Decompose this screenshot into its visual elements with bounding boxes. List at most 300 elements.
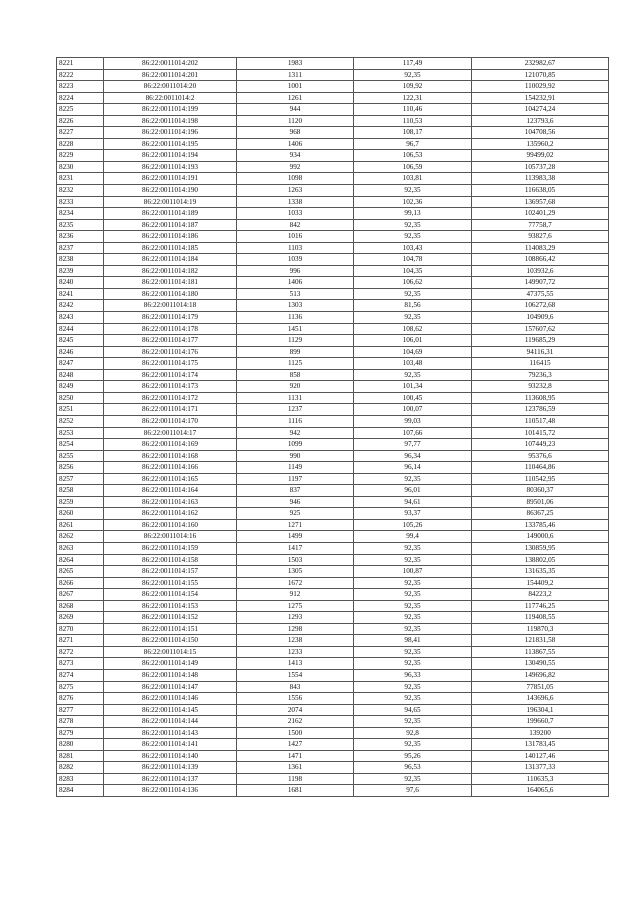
cadastral-value-cell: 113867,55: [472, 646, 609, 658]
table-row: [57, 589, 609, 601]
cadastral-value-cell: 130859,95: [472, 542, 609, 554]
cadastral-number-cell: 86:22:0011014:189: [104, 208, 237, 220]
row-number-cell: 8270: [57, 623, 104, 635]
specific-value-cell: 92,35: [354, 542, 472, 554]
cadastral-value-cell: 113608,95: [472, 392, 609, 404]
area-cell: 1413: [237, 658, 354, 670]
specific-value-cell: 117,49: [354, 58, 472, 70]
specific-value-cell: 99,4: [354, 531, 472, 543]
specific-value-cell: 92,35: [354, 473, 472, 485]
cadastral-number-cell: 86:22:0011014:153: [104, 600, 237, 612]
cadastral-number-cell: 86:22:0011014:162: [104, 508, 237, 520]
cadastral-number-cell: 86:22:0011014:147: [104, 681, 237, 693]
cadastral-number-cell: 86:22:0011014:2: [104, 92, 237, 104]
specific-value-cell: 106,62: [354, 277, 472, 289]
row-number-cell: 8250: [57, 392, 104, 404]
cadastral-value-cell: 95376,6: [472, 450, 609, 462]
table-row: [57, 542, 609, 554]
cadastral-number-cell: 86:22:0011014:143: [104, 727, 237, 739]
table-row: [57, 427, 609, 439]
cadastral-number-cell: 86:22:0011014:184: [104, 254, 237, 266]
table-row: [57, 265, 609, 277]
specific-value-cell: 122,31: [354, 92, 472, 104]
cadastral-value-cell: 232982,67: [472, 58, 609, 70]
specific-value-cell: 96,01: [354, 485, 472, 497]
table-row: [57, 231, 609, 243]
cadastral-value-cell: 103932,6: [472, 265, 609, 277]
cadastral-value-cell: 104909,6: [472, 312, 609, 324]
table-row: [57, 750, 609, 762]
cadastral-number-cell: 86:22:0011014:154: [104, 589, 237, 601]
area-cell: 1263: [237, 185, 354, 197]
specific-value-cell: 94,61: [354, 496, 472, 508]
row-number-cell: 8281: [57, 750, 104, 762]
row-number-cell: 8272: [57, 646, 104, 658]
specific-value-cell: 96,53: [354, 762, 472, 774]
cadastral-number-cell: 86:22:0011014:148: [104, 669, 237, 681]
specific-value-cell: 110,46: [354, 104, 472, 116]
row-number-cell: 8244: [57, 323, 104, 335]
cadastral-value-cell: 94116,31: [472, 346, 609, 358]
specific-value-cell: 101,34: [354, 381, 472, 393]
row-number-cell: 8258: [57, 485, 104, 497]
table-row: [57, 739, 609, 751]
area-cell: 1338: [237, 196, 354, 208]
cadastral-number-cell: 86:22:0011014:157: [104, 566, 237, 578]
table-row: [57, 415, 609, 427]
cadastral-number-cell: 86:22:0011014:196: [104, 127, 237, 139]
cadastral-value-cell: 89501,06: [472, 496, 609, 508]
area-cell: 1149: [237, 462, 354, 474]
table-row: [57, 785, 609, 797]
row-number-cell: 8227: [57, 127, 104, 139]
cadastral-value-cell: 121831,58: [472, 635, 609, 647]
row-number-cell: 8243: [57, 312, 104, 324]
area-cell: 1471: [237, 750, 354, 762]
cadastral-number-cell: 86:22:0011014:186: [104, 231, 237, 243]
table-row: [57, 473, 609, 485]
table-row: [57, 716, 609, 728]
specific-value-cell: 81,56: [354, 300, 472, 312]
area-cell: 996: [237, 265, 354, 277]
cadastral-value-cell: 123786,59: [472, 404, 609, 416]
table-row: [57, 462, 609, 474]
area-cell: 1500: [237, 727, 354, 739]
area-cell: 513: [237, 288, 354, 300]
cadastral-number-cell: 86:22:0011014:146: [104, 693, 237, 705]
area-cell: 1198: [237, 773, 354, 785]
cadastral-number-cell: 86:22:0011014:195: [104, 138, 237, 150]
cadastral-value-cell: 138802,05: [472, 554, 609, 566]
cadastral-number-cell: 86:22:0011014:144: [104, 716, 237, 728]
row-number-cell: 8268: [57, 600, 104, 612]
cadastral-value-cell: 130490,55: [472, 658, 609, 670]
row-number-cell: 8254: [57, 439, 104, 451]
specific-value-cell: 92,35: [354, 773, 472, 785]
table-row: [57, 392, 609, 404]
specific-value-cell: 106,53: [354, 150, 472, 162]
cadastral-number-cell: 86:22:0011014:190: [104, 185, 237, 197]
area-cell: 837: [237, 485, 354, 497]
table-row: [57, 450, 609, 462]
table-row: [57, 623, 609, 635]
cadastral-number-cell: 86:22:0011014:172: [104, 392, 237, 404]
area-cell: 1261: [237, 92, 354, 104]
cadastral-value-cell: 131377,33: [472, 762, 609, 774]
area-cell: 1406: [237, 138, 354, 150]
cadastral-number-cell: 86:22:0011014:179: [104, 312, 237, 324]
specific-value-cell: 92,35: [354, 739, 472, 751]
cadastral-value-cell: 110542,95: [472, 473, 609, 485]
row-number-cell: 8237: [57, 242, 104, 254]
specific-value-cell: 92,35: [354, 646, 472, 658]
cadastral-number-cell: 86:22:0011014:15: [104, 646, 237, 658]
row-number-cell: 8233: [57, 196, 104, 208]
cadastral-number-cell: 86:22:0011014:169: [104, 439, 237, 451]
area-cell: 843: [237, 681, 354, 693]
row-number-cell: 8271: [57, 635, 104, 647]
row-number-cell: 8274: [57, 669, 104, 681]
table-row: [57, 358, 609, 370]
area-cell: 1451: [237, 323, 354, 335]
specific-value-cell: 92,35: [354, 185, 472, 197]
table-row: [57, 496, 609, 508]
table-row: [57, 138, 609, 150]
area-cell: 1271: [237, 519, 354, 531]
cadastral-value-cell: 119408,55: [472, 612, 609, 624]
row-number-cell: 8251: [57, 404, 104, 416]
table-row: [57, 762, 609, 774]
specific-value-cell: 92,35: [354, 658, 472, 670]
row-number-cell: 8255: [57, 450, 104, 462]
area-cell: 1237: [237, 404, 354, 416]
cadastral-value-cell: 136957,68: [472, 196, 609, 208]
area-cell: 1099: [237, 439, 354, 451]
row-number-cell: 8256: [57, 462, 104, 474]
row-number-cell: 8282: [57, 762, 104, 774]
row-number-cell: 8241: [57, 288, 104, 300]
area-cell: 1554: [237, 669, 354, 681]
row-number-cell: 8226: [57, 115, 104, 127]
table-row: [57, 242, 609, 254]
area-cell: 934: [237, 150, 354, 162]
table-row: [57, 577, 609, 589]
specific-value-cell: 96,33: [354, 669, 472, 681]
row-number-cell: 8266: [57, 577, 104, 589]
area-cell: 1125: [237, 358, 354, 370]
cadastral-value-cell: 110029,92: [472, 81, 609, 93]
specific-value-cell: 100,87: [354, 566, 472, 578]
cadastral-value-cell: 131635,35: [472, 566, 609, 578]
area-cell: 858: [237, 369, 354, 381]
row-number-cell: 8223: [57, 81, 104, 93]
cadastral-number-cell: 86:22:0011014:165: [104, 473, 237, 485]
table-row: [57, 161, 609, 173]
row-number-cell: 8247: [57, 358, 104, 370]
row-number-cell: 8261: [57, 519, 104, 531]
table-row: [57, 288, 609, 300]
table-row: [57, 69, 609, 81]
specific-value-cell: 96,34: [354, 450, 472, 462]
area-cell: 2162: [237, 716, 354, 728]
specific-value-cell: 109,92: [354, 81, 472, 93]
cadastral-number-cell: 86:22:0011014:164: [104, 485, 237, 497]
area-cell: 1275: [237, 600, 354, 612]
table-row: [57, 185, 609, 197]
area-cell: 1672: [237, 577, 354, 589]
cadastral-number-cell: 86:22:0011014:181: [104, 277, 237, 289]
area-cell: 1238: [237, 635, 354, 647]
table-row: [57, 254, 609, 266]
cadastral-number-cell: 86:22:0011014:174: [104, 369, 237, 381]
area-cell: 1039: [237, 254, 354, 266]
table-row: [57, 693, 609, 705]
cadastral-value-cell: 117746,25: [472, 600, 609, 612]
cadastral-value-cell: 140127,46: [472, 750, 609, 762]
cadastral-number-cell: 86:22:0011014:18: [104, 300, 237, 312]
table-row: [57, 531, 609, 543]
cadastral-value-cell: 110635,3: [472, 773, 609, 785]
specific-value-cell: 100,07: [354, 404, 472, 416]
cadastral-value-cell: 93827,6: [472, 231, 609, 243]
specific-value-cell: 95,26: [354, 750, 472, 762]
row-number-cell: 8280: [57, 739, 104, 751]
table-row: [57, 519, 609, 531]
specific-value-cell: 97,6: [354, 785, 472, 797]
area-cell: 1001: [237, 81, 354, 93]
cadastral-number-cell: 86:22:0011014:182: [104, 265, 237, 277]
specific-value-cell: 108,62: [354, 323, 472, 335]
cadastral-value-table: [56, 57, 609, 797]
cadastral-number-cell: 86:22:0011014:193: [104, 161, 237, 173]
cadastral-value-cell: 121070,85: [472, 69, 609, 81]
row-number-cell: 8253: [57, 427, 104, 439]
specific-value-cell: 92,35: [354, 219, 472, 231]
table-row: [57, 727, 609, 739]
cadastral-number-cell: 86:22:0011014:185: [104, 242, 237, 254]
table-row: [57, 508, 609, 520]
area-cell: 968: [237, 127, 354, 139]
row-number-cell: 8263: [57, 542, 104, 554]
cadastral-value-cell: 123793,6: [472, 115, 609, 127]
cadastral-value-cell: 107449,23: [472, 439, 609, 451]
cadastral-value-cell: 110517,48: [472, 415, 609, 427]
row-number-cell: 8245: [57, 335, 104, 347]
table-row: [57, 554, 609, 566]
cadastral-number-cell: 86:22:0011014:198: [104, 115, 237, 127]
cadastral-value-cell: 105737,28: [472, 161, 609, 173]
table-row: [57, 369, 609, 381]
row-number-cell: 8265: [57, 566, 104, 578]
row-number-cell: 8248: [57, 369, 104, 381]
cadastral-value-cell: 104708,56: [472, 127, 609, 139]
cadastral-number-cell: 86:22:0011014:139: [104, 762, 237, 774]
specific-value-cell: 92,35: [354, 69, 472, 81]
cadastral-value-cell: 116638,05: [472, 185, 609, 197]
cadastral-number-cell: 86:22:0011014:166: [104, 462, 237, 474]
specific-value-cell: 106,59: [354, 161, 472, 173]
table-row: [57, 150, 609, 162]
cadastral-number-cell: 86:22:0011014:178: [104, 323, 237, 335]
cadastral-number-cell: 86:22:0011014:202: [104, 58, 237, 70]
area-cell: 992: [237, 161, 354, 173]
cadastral-number-cell: 86:22:0011014:191: [104, 173, 237, 185]
cadastral-value-cell: 110464,86: [472, 462, 609, 474]
table-row: [57, 635, 609, 647]
area-cell: 1120: [237, 115, 354, 127]
area-cell: 942: [237, 427, 354, 439]
cadastral-value-cell: 93232,8: [472, 381, 609, 393]
cadastral-number-cell: 86:22:0011014:145: [104, 704, 237, 716]
cadastral-value-cell: 133785,46: [472, 519, 609, 531]
specific-value-cell: 99,13: [354, 208, 472, 220]
specific-value-cell: 102,36: [354, 196, 472, 208]
cadastral-value-cell: 104274,24: [472, 104, 609, 116]
row-number-cell: 8252: [57, 415, 104, 427]
cadastral-number-cell: 86:22:0011014:170: [104, 415, 237, 427]
row-number-cell: 8240: [57, 277, 104, 289]
row-number-cell: 8264: [57, 554, 104, 566]
table-row: [57, 58, 609, 70]
cadastral-number-cell: 86:22:0011014:176: [104, 346, 237, 358]
cadastral-value-cell: 119685,29: [472, 335, 609, 347]
area-cell: 1129: [237, 335, 354, 347]
table-row: [57, 646, 609, 658]
cadastral-value-cell: 139200: [472, 727, 609, 739]
specific-value-cell: 94,65: [354, 704, 472, 716]
specific-value-cell: 92,35: [354, 577, 472, 589]
table-row: [57, 704, 609, 716]
specific-value-cell: 92,35: [354, 716, 472, 728]
row-number-cell: 8238: [57, 254, 104, 266]
specific-value-cell: 96,7: [354, 138, 472, 150]
cadastral-value-cell: 199660,7: [472, 716, 609, 728]
cadastral-number-cell: 86:22:0011014:177: [104, 335, 237, 347]
table-row: [57, 658, 609, 670]
cadastral-value-cell: 47375,55: [472, 288, 609, 300]
row-number-cell: 8276: [57, 693, 104, 705]
cadastral-number-cell: 86:22:0011014:151: [104, 623, 237, 635]
area-cell: 1131: [237, 392, 354, 404]
cadastral-value-cell: 131783,45: [472, 739, 609, 751]
area-cell: 1361: [237, 762, 354, 774]
table-row: [57, 196, 609, 208]
row-number-cell: 8277: [57, 704, 104, 716]
table-row: [57, 219, 609, 231]
specific-value-cell: 92,35: [354, 312, 472, 324]
table-row: [57, 323, 609, 335]
specific-value-cell: 107,66: [354, 427, 472, 439]
cadastral-number-cell: 86:22:0011014:173: [104, 381, 237, 393]
table-row: [57, 566, 609, 578]
area-cell: 1681: [237, 785, 354, 797]
cadastral-number-cell: 86:22:0011014:163: [104, 496, 237, 508]
specific-value-cell: 92,35: [354, 612, 472, 624]
area-cell: 899: [237, 346, 354, 358]
cadastral-number-cell: 86:22:0011014:201: [104, 69, 237, 81]
cadastral-value-cell: 79236,3: [472, 369, 609, 381]
specific-value-cell: 92,35: [354, 288, 472, 300]
row-number-cell: 8235: [57, 219, 104, 231]
row-number-cell: 8283: [57, 773, 104, 785]
specific-value-cell: 103,48: [354, 358, 472, 370]
cadastral-number-cell: 86:22:0011014:175: [104, 358, 237, 370]
specific-value-cell: 104,69: [354, 346, 472, 358]
cadastral-value-cell: 106272,68: [472, 300, 609, 312]
specific-value-cell: 97,77: [354, 439, 472, 451]
cadastral-value-cell: 149907,72: [472, 277, 609, 289]
specific-value-cell: 106,01: [354, 335, 472, 347]
row-number-cell: 8279: [57, 727, 104, 739]
table-row: [57, 208, 609, 220]
cadastral-number-cell: 86:22:0011014:159: [104, 542, 237, 554]
table-row: [57, 346, 609, 358]
row-number-cell: 8262: [57, 531, 104, 543]
area-cell: 1116: [237, 415, 354, 427]
row-number-cell: 8224: [57, 92, 104, 104]
specific-value-cell: 103,81: [354, 173, 472, 185]
cadastral-number-cell: 86:22:0011014:152: [104, 612, 237, 624]
row-number-cell: 8273: [57, 658, 104, 670]
specific-value-cell: 110,53: [354, 115, 472, 127]
specific-value-cell: 93,37: [354, 508, 472, 520]
specific-value-cell: 92,8: [354, 727, 472, 739]
specific-value-cell: 99,03: [354, 415, 472, 427]
cadastral-value-cell: 157607,62: [472, 323, 609, 335]
row-number-cell: 8257: [57, 473, 104, 485]
cadastral-value-cell: 143696,6: [472, 693, 609, 705]
cadastral-number-cell: 86:22:0011014:199: [104, 104, 237, 116]
table-row: [57, 300, 609, 312]
area-cell: 842: [237, 219, 354, 231]
cadastral-number-cell: 86:22:0011014:158: [104, 554, 237, 566]
table-row: [57, 485, 609, 497]
cadastral-value-cell: 86367,25: [472, 508, 609, 520]
area-cell: 1298: [237, 623, 354, 635]
cadastral-value-cell: 99499,02: [472, 150, 609, 162]
row-number-cell: 8231: [57, 173, 104, 185]
specific-value-cell: 104,35: [354, 265, 472, 277]
row-number-cell: 8234: [57, 208, 104, 220]
row-number-cell: 8225: [57, 104, 104, 116]
cadastral-number-cell: 86:22:0011014:155: [104, 577, 237, 589]
cadastral-value-cell: 77851,05: [472, 681, 609, 693]
area-cell: 1406: [237, 277, 354, 289]
table-row: [57, 312, 609, 324]
cadastral-number-cell: 86:22:0011014:194: [104, 150, 237, 162]
specific-value-cell: 96,14: [354, 462, 472, 474]
area-cell: 1503: [237, 554, 354, 566]
table-row: [57, 381, 609, 393]
row-number-cell: 8239: [57, 265, 104, 277]
table-row: [57, 669, 609, 681]
cadastral-number-cell: 86:22:0011014:187: [104, 219, 237, 231]
specific-value-cell: 105,26: [354, 519, 472, 531]
table-row: [57, 92, 609, 104]
area-cell: 1427: [237, 739, 354, 751]
table-row: [57, 335, 609, 347]
area-cell: 1983: [237, 58, 354, 70]
area-cell: 2074: [237, 704, 354, 716]
row-number-cell: 8259: [57, 496, 104, 508]
row-number-cell: 8230: [57, 161, 104, 173]
cadastral-value-cell: 164065,6: [472, 785, 609, 797]
table-row: [57, 115, 609, 127]
cadastral-value-cell: 113983,38: [472, 173, 609, 185]
specific-value-cell: 98,41: [354, 635, 472, 647]
cadastral-number-cell: 86:22:0011014:150: [104, 635, 237, 647]
row-number-cell: 8228: [57, 138, 104, 150]
